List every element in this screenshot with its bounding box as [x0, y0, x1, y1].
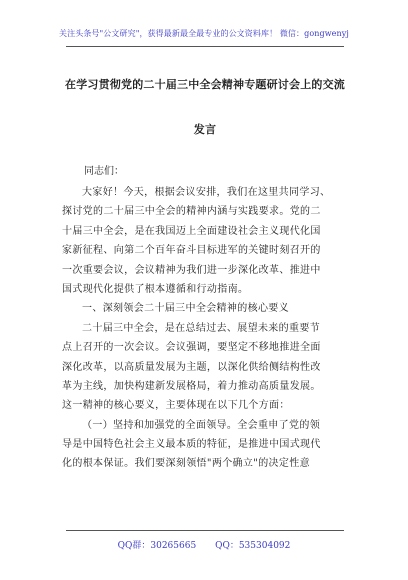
- body-line: 革为主线，加快构建新发展格局，着力推动高质量发展。: [62, 380, 321, 392]
- document-title-line-2: 发言: [193, 123, 217, 136]
- body-line: 一次重要会议，会议精神为我们进一步深化改革、推进中: [62, 264, 321, 276]
- body-line: 大家好！今天，根据会议安排，我们在这里共同学习、: [82, 187, 331, 198]
- body-line: 二十届三中全会，是在总结过去、展望未来的重要节: [82, 322, 321, 334]
- body-line: 点上召开的一次会议。会议强调，要坚定不移地推进全面: [62, 342, 321, 354]
- body-line: 家新征程、向第二个百年奋斗目标进军的关键时刻召开的: [62, 245, 321, 257]
- section-heading: 一、深刻领会二十届三中全会精神的核心要义: [82, 303, 289, 315]
- footer-qq: QQ：535304092: [215, 541, 291, 551]
- body-line: （一）坚持和加强党的全面领导。全会重申了党的领: [82, 419, 321, 431]
- header-rule: [66, 46, 344, 47]
- document-title-line-1: 在学习贯彻党的二十届三中全会精神专题研讨会上的交流: [65, 78, 345, 91]
- body-line: 深化改革，以高质量发展为主题，以深化供给侧结构性改: [62, 361, 321, 373]
- header-banner: 关注头条号"公文研究"，获得最新最全最专业的公文资料库！ 微信：gongwenyj: [59, 29, 349, 38]
- body-line: 探讨党的二十届三中全会的精神内涵与实践要求。党的二: [62, 206, 321, 218]
- body-text: [62, 183, 352, 474]
- footer-qq-group: QQ群：30265665: [117, 541, 197, 551]
- body-line: 导是中国特色社会主义最本质的特征，是推进中国式现代: [62, 439, 321, 451]
- body-line: 十届三中全会，是在我国迈上全面建设社会主义现代化国: [62, 225, 321, 237]
- footer-rule: [66, 530, 344, 531]
- salutation: 同志们：: [84, 166, 124, 177]
- footer: [0, 538, 408, 551]
- body-line: 化的根本保证。我们要深刻领悟"两个确立"的决定性意: [62, 458, 310, 470]
- body-line: 国式现代化提供了根本遵循和行动指南。: [62, 283, 249, 295]
- body-line: 这一精神的核心要义，主要体现在以下几个方面：: [62, 400, 290, 412]
